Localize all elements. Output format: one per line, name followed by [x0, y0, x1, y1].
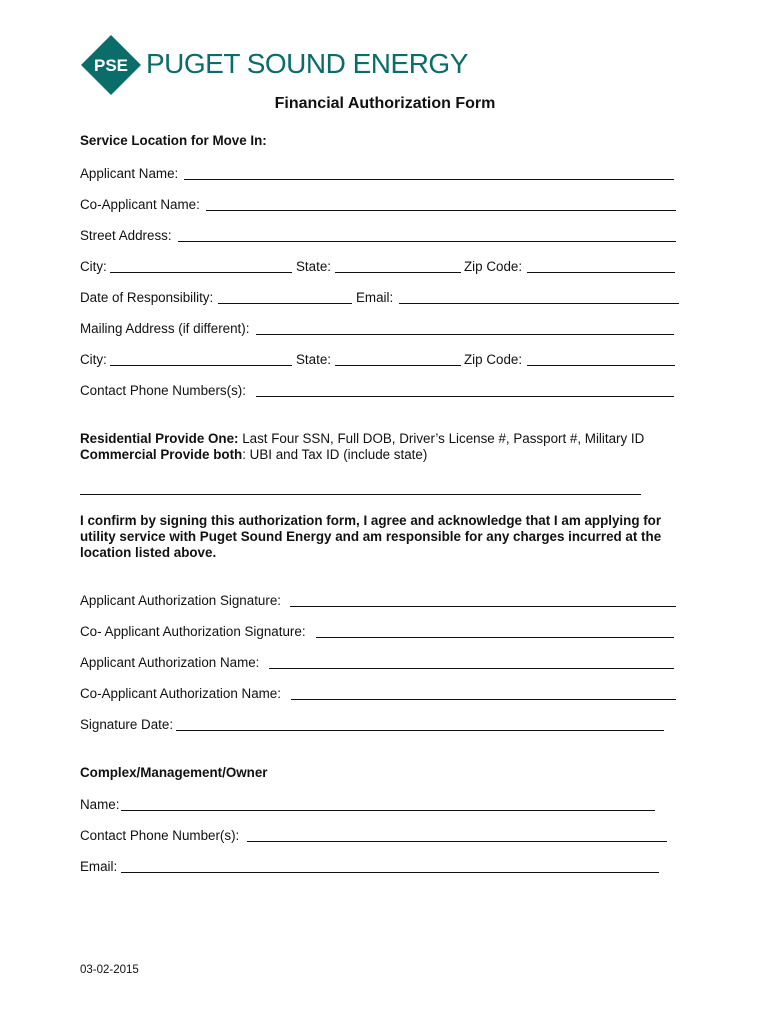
- mailing-zip-label: Zip Code:: [464, 352, 523, 367]
- applicant-signature-field[interactable]: [290, 606, 676, 607]
- commercial-text: : UBI and Tax ID (include state): [242, 447, 428, 462]
- mailing-zip-field[interactable]: [527, 365, 675, 366]
- signature-date-field[interactable]: [176, 730, 664, 731]
- zip-label: Zip Code:: [464, 259, 523, 274]
- co-applicant-auth-name-field[interactable]: [291, 699, 676, 700]
- co-applicant-name-field[interactable]: [206, 210, 676, 211]
- email-label: Email:: [356, 290, 394, 305]
- applicant-name-label: Applicant Name:: [80, 166, 179, 181]
- applicant-auth-name-field[interactable]: [269, 668, 674, 669]
- zip-field[interactable]: [527, 272, 675, 273]
- service-heading: Service Location for Move In:: [80, 133, 267, 148]
- complex-name-field[interactable]: [121, 810, 655, 811]
- date-responsibility-field[interactable]: [218, 303, 352, 304]
- mailing-address-label: Mailing Address (if different):: [80, 321, 250, 336]
- city-field[interactable]: [110, 272, 292, 273]
- complex-phone-label: Contact Phone Number(s):: [80, 828, 240, 843]
- applicant-name-field[interactable]: [184, 179, 674, 180]
- state-label: State:: [296, 259, 331, 274]
- residential-requirement: [80, 431, 644, 446]
- pse-diamond-icon: [80, 34, 142, 96]
- form-revision-date: 03-02-2015: [80, 964, 139, 976]
- residential-label: Residential Provide One:: [80, 431, 239, 446]
- street-address-field[interactable]: [178, 241, 676, 242]
- mailing-city-field[interactable]: [110, 365, 292, 366]
- contact-phone-label: Contact Phone Numbers(s):: [80, 383, 246, 398]
- contact-phone-field[interactable]: [256, 396, 674, 397]
- complex-heading: Complex/Management/Owner: [80, 765, 268, 780]
- company-logo: [80, 34, 468, 96]
- street-address-label: Street Address:: [80, 228, 172, 243]
- date-responsibility-label: Date of Responsibility:: [80, 290, 214, 305]
- logo-mark: PSE: [93, 56, 129, 75]
- co-applicant-name-label: Co-Applicant Name:: [80, 197, 200, 212]
- co-applicant-signature-field[interactable]: [316, 637, 674, 638]
- complex-phone-field[interactable]: [247, 841, 667, 842]
- mailing-state-label: State:: [296, 352, 331, 367]
- mailing-address-field[interactable]: [256, 334, 674, 335]
- complex-email-field[interactable]: [121, 872, 659, 873]
- complex-email-label: Email:: [80, 859, 118, 874]
- mailing-city-label: City:: [80, 352, 107, 367]
- co-applicant-signature-label: Co- Applicant Authorization Signature:: [80, 624, 306, 639]
- page-title: Financial Authorization Form: [274, 95, 496, 112]
- commercial-label: Commercial Provide both: [80, 447, 243, 462]
- applicant-auth-name-label: Applicant Authorization Name:: [80, 655, 260, 670]
- applicant-signature-label: Applicant Authorization Signature:: [80, 593, 281, 608]
- state-field[interactable]: [335, 272, 461, 273]
- commercial-requirement: [80, 447, 427, 462]
- id-entry-field[interactable]: [80, 494, 641, 495]
- complex-name-label: Name:: [80, 797, 120, 812]
- co-applicant-auth-name-label: Co-Applicant Authorization Name:: [80, 686, 281, 701]
- city-label: City:: [80, 259, 107, 274]
- residential-text: Last Four SSN, Full DOB, Driver’s License #, Passport #, Military ID: [238, 431, 645, 446]
- company-name: PUGET SOUND ENERGY: [146, 48, 468, 79]
- signature-date-label: Signature Date:: [80, 717, 174, 732]
- mailing-state-field[interactable]: [335, 365, 461, 366]
- confirmation-statement: I confirm by signing this authorization form, I agree and acknowledge that I am applying for utility service with Puget Sound Energy and am responsible for any charges incurred at the location listed above.: [80, 513, 662, 560]
- email-field[interactable]: [399, 303, 679, 304]
